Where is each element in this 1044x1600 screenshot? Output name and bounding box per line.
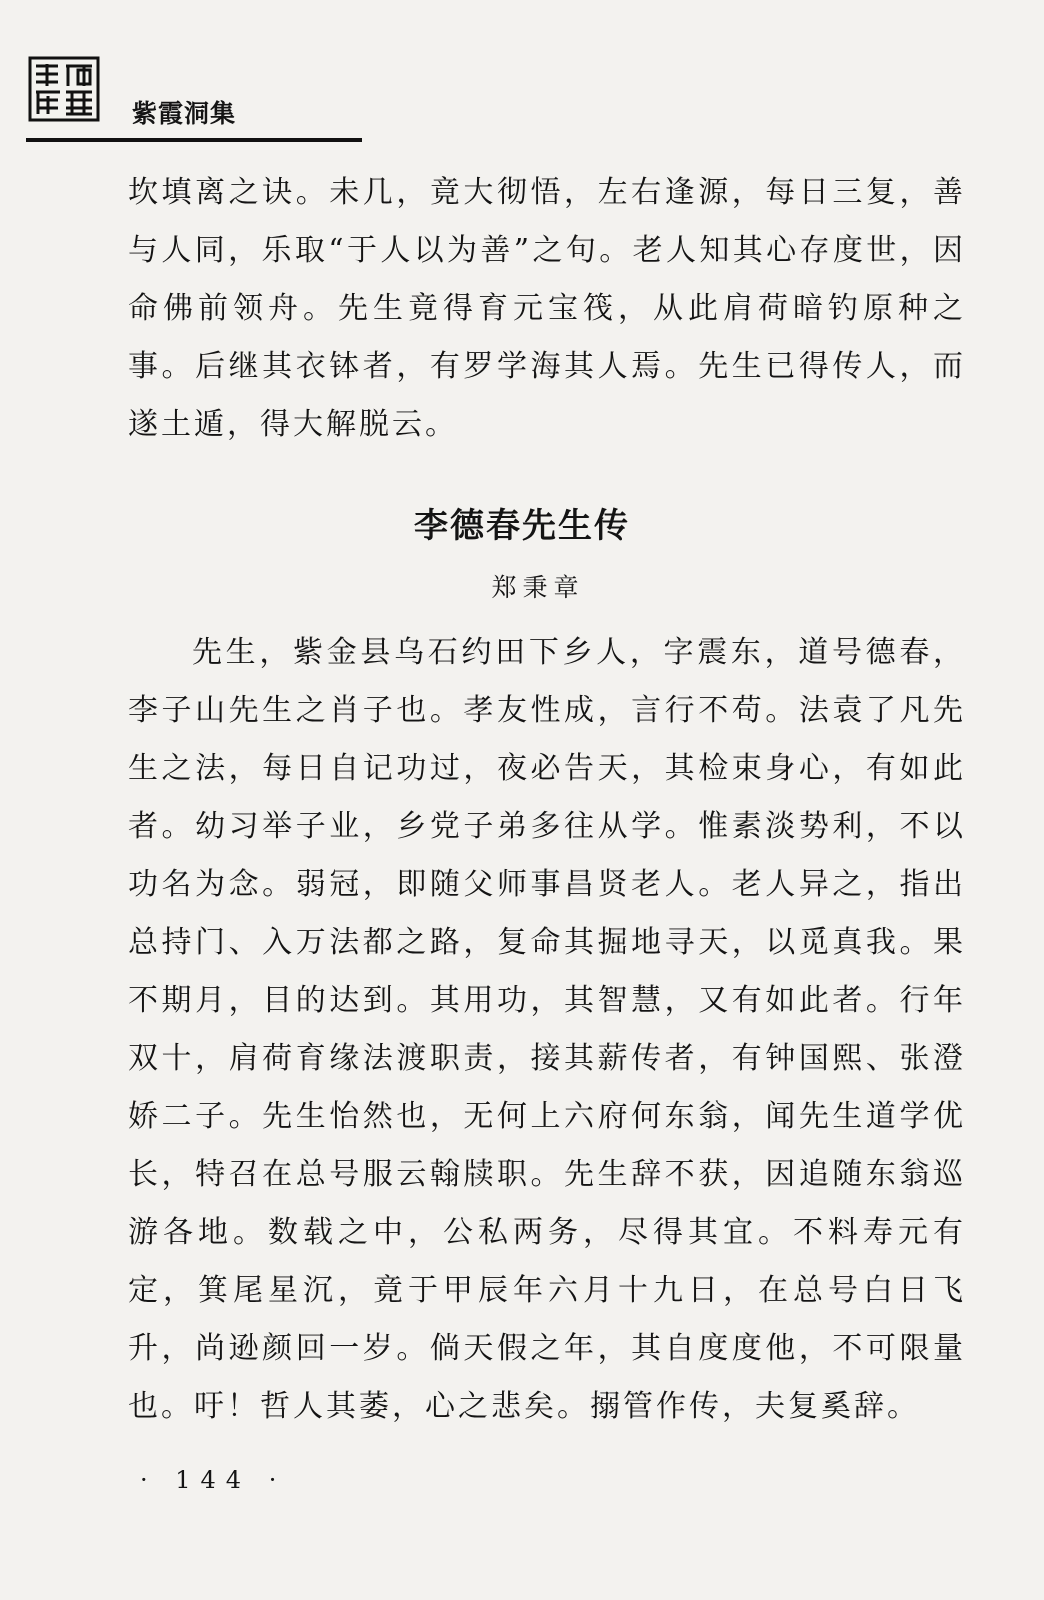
page-number: · 144 · <box>140 1466 287 1494</box>
continuation-paragraph: 坎填离之诀。未几，竟大彻悟，左右逢源，每日三复，善与人同，乐取“于人以为善”之句。老人知其心存度世，因命佛前领舟。先生竟得育元宝筏，从此肩荷暗钓原种之事。后继其衣钵者，有罗学海其人焉。先生已得传人，而遂土遁，得大解脱云。 <box>128 175 966 442</box>
header-rule <box>26 138 362 142</box>
article-title: 李德春先生传 <box>414 506 630 546</box>
running-head-title: 紫霞洞集 <box>132 99 237 128</box>
article-author: 郑秉章 <box>491 573 585 602</box>
seal-logo-icon <box>28 56 100 122</box>
article-body: 先生，紫金县乌石约田下乡人，字震东，道号德春，李子山先生之肖子也。孝友性成，言行不苟。法袁了凡先生之法，每日自记功过，夜必告天，其检束身心，有如此者。幼习举子业，乡党子弟多往从学。惟素淡势利，不以功名为念。弱冠，即随父师事昌贤老人。老人异之，指出总持门、入万法都之路，复命其掘地寻天，以觅真我。果不期月，目的达到。其用功，其智慧，又有如此者。行年双十，肩荷育缘法渡职责，接其薪传者，有钟国熙、张澄娇二子。先生怡然也，无何上六府何东翁，闻先生道学优长，特召在总号服云翰牍职。先生辞不获，因追随东翁巡游各地。数载之中，公私两务，尽得其宜。不料寿元有定，箕尾星沉，竟于甲辰年六月十九日，在总号白日飞升，尚逊颜回一岁。倘天假之年，其自度度他，不可限量也。吁！哲人其萎，心之悲矣。搦管作传，夫复奚辞。 <box>128 635 966 1424</box>
